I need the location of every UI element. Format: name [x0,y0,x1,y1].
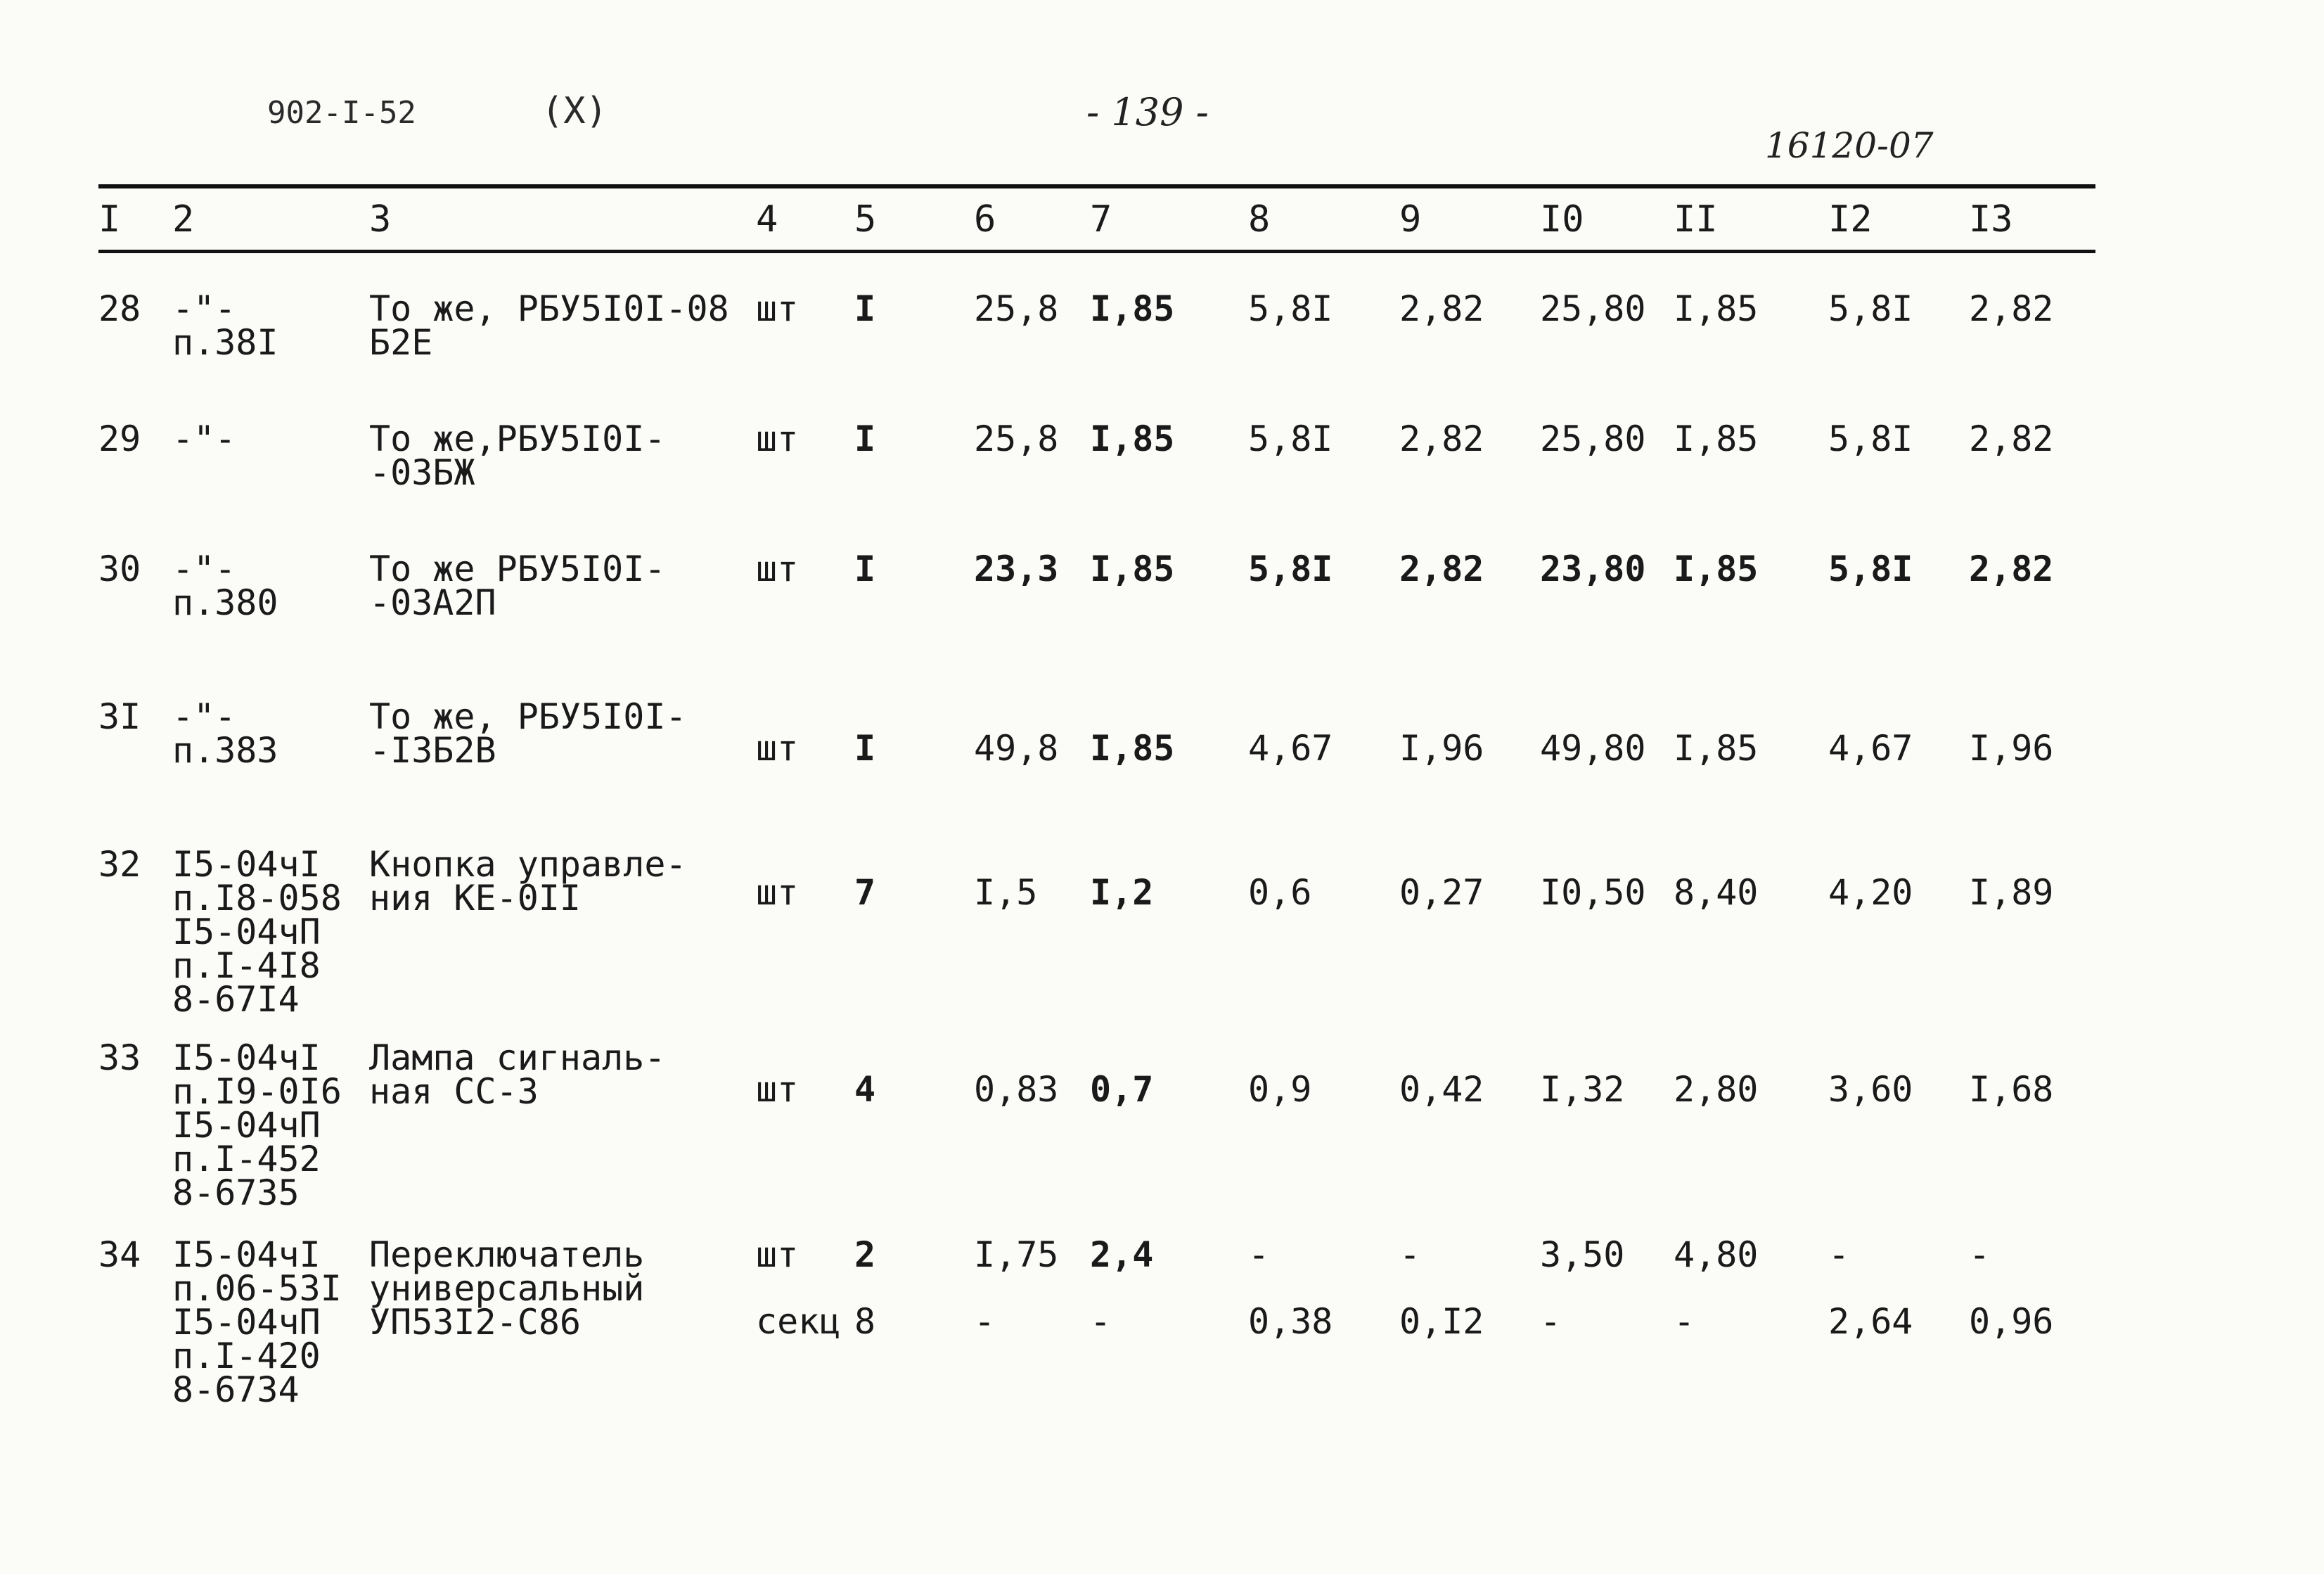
item-name [369,288,729,363]
reference-code-line: п.383 [172,730,278,771]
column-number: 9 [1399,198,1422,241]
value-col-6: 25,8 [974,288,1059,329]
value-col-10: I,32 [1540,1069,1625,1110]
column-number: 5 [854,198,877,241]
reference-code-line: I5-04чI [172,1234,321,1275]
value-col-7: - [1090,1301,1112,1342]
unit: шт [756,728,799,769]
reference-code [172,288,278,363]
value-col-12: 5,8I [1828,418,1913,459]
value-col-6: 0,83 [974,1069,1059,1110]
item-name-line: -03БЖ [369,452,475,493]
item-name-line: -I3Б2В [369,730,496,771]
quantity: 7 [854,872,876,913]
row-number: 32 [98,844,141,885]
value-col-11: I,85 [1674,549,1759,589]
value-col-7: I,2 [1090,872,1154,913]
value-col-10: 25,80 [1540,288,1646,329]
item-name-line: Кнопка управле- [369,844,687,885]
value-col-8: 5,8I [1248,288,1333,329]
value-col-7: I,85 [1090,549,1175,589]
reference-code-line: I5-04чП [172,911,321,952]
value-col-12: 5,8I [1828,288,1913,329]
value-col-11: 8,40 [1674,872,1759,913]
value-col-13: 2,82 [1969,288,2054,329]
value-col-12: 4,67 [1828,728,1913,769]
unit: шт [756,549,799,589]
reference-code [172,549,278,623]
reference-code [172,418,236,459]
value-col-9: - [1399,1234,1421,1275]
value-col-8: 5,8I [1248,549,1333,589]
value-col-7: I,85 [1090,418,1175,459]
value-col-6: I,75 [974,1234,1059,1275]
value-col-8: 0,38 [1248,1301,1333,1342]
column-number: I [98,198,121,241]
reference-code-line: п.I-4I8 [172,945,321,986]
value-col-11: 4,80 [1674,1234,1759,1275]
value-col-13: I,68 [1969,1069,2054,1110]
column-number: 3 [369,198,392,241]
value-col-8: - [1248,1234,1270,1275]
item-name [369,549,666,623]
column-number: 7 [1090,198,1112,241]
value-col-6: 23,3 [974,549,1059,589]
value-col-7: I,85 [1090,728,1175,769]
reference-code [172,1037,342,1213]
column-number: I3 [1969,198,2013,241]
reference-code-line: -"- [172,696,236,737]
value-col-11: I,85 [1674,288,1759,329]
value-col-8: 0,9 [1248,1069,1312,1110]
item-name-line: УП53I2-С86 [369,1302,582,1343]
quantity: 8 [854,1301,876,1342]
value-col-7: 0,7 [1090,1069,1154,1110]
reference-code-line: I5-04чI [172,844,321,885]
value-col-11: - [1674,1301,1695,1342]
column-number: 4 [756,198,778,241]
quantity: I [854,728,876,769]
item-name [369,844,687,919]
reference-code-line: п.380 [172,582,278,623]
value-col-12: - [1828,1234,1850,1275]
value-col-13: 2,82 [1969,418,2054,459]
value-col-8: 0,6 [1248,872,1312,913]
item-name-line: Б2Е [369,322,433,363]
value-col-6: 49,8 [974,728,1059,769]
reference-code [172,696,278,771]
value-col-9: 0,I2 [1399,1301,1484,1342]
value-col-12: 4,20 [1828,872,1913,913]
reference-code-line: I5-04чП [172,1302,321,1343]
item-name [369,418,666,493]
unit: шт [756,872,799,913]
reference-code [172,1234,342,1410]
unit: секц [756,1301,841,1342]
value-col-9: I,96 [1399,728,1484,769]
value-col-12: 3,60 [1828,1069,1913,1110]
reference-code-line: I5-04чП [172,1105,321,1146]
reference-code-line: I5-04чI [172,1037,321,1078]
reference-code-line: 8-6735 [172,1172,300,1213]
reference-code-line: п.06-53I [172,1268,342,1309]
quantity: I [854,549,876,589]
row-number: 33 [98,1037,141,1078]
reference-code-line: 8-6734 [172,1369,300,1410]
item-name-line: ная СС-3 [369,1071,539,1112]
quantity: 2 [854,1234,876,1275]
item-name [369,696,687,771]
value-col-10: 23,80 [1540,549,1646,589]
value-col-12: 2,64 [1828,1301,1913,1342]
column-number: 8 [1248,198,1271,241]
column-number: 6 [974,198,996,241]
item-name-line: Переключатель [369,1234,645,1275]
row-number: 28 [98,288,141,329]
item-name-line: универсальный [369,1268,645,1309]
column-number: I2 [1828,198,1873,241]
value-col-10: 25,80 [1540,418,1646,459]
value-col-11: I,85 [1674,418,1759,459]
roman-numeral-mark: (X) [541,90,608,132]
value-col-10: 49,80 [1540,728,1646,769]
column-number: 2 [172,198,195,241]
unit: шт [756,418,799,459]
value-col-13: I,96 [1969,728,2054,769]
value-col-8: 5,8I [1248,418,1333,459]
item-name [369,1234,645,1343]
value-col-9: 0,42 [1399,1069,1484,1110]
quantity: I [854,288,876,329]
column-number: I0 [1540,198,1584,241]
page-number: - 139 - [1086,90,1209,134]
item-name-line: То же,РБУ5I0I- [369,418,666,459]
value-col-10: I0,50 [1540,872,1646,913]
value-col-9: 0,27 [1399,872,1484,913]
header-bottom-rule [98,250,2095,253]
row-number: 3I [98,696,141,737]
value-col-13: I,89 [1969,872,2054,913]
item-name-line: То же, РБУ5I0I-08 [369,288,729,329]
value-col-9: 2,82 [1399,288,1484,329]
row-number: 34 [98,1234,141,1275]
value-col-6: 25,8 [974,418,1059,459]
reference-code [172,844,342,1020]
value-col-13: - [1969,1234,1991,1275]
unit: шт [756,288,799,329]
quantity: I [854,418,876,459]
row-number: 29 [98,418,141,459]
reference-code-line: 8-67I4 [172,979,300,1020]
reference-code-line: п.I9-0I6 [172,1071,342,1112]
reference-code-line: п.I8-058 [172,878,342,919]
value-col-13: 0,96 [1969,1301,2054,1342]
value-col-10: 3,50 [1540,1234,1625,1275]
unit: шт [756,1234,799,1275]
unit: шт [756,1069,799,1110]
value-col-6: - [974,1301,996,1342]
reference-code-line: п.I-452 [172,1139,321,1179]
reference-code-line: -"- [172,549,236,589]
value-col-11: 2,80 [1674,1069,1759,1110]
value-col-12: 5,8I [1828,549,1913,589]
reference-code-line: -"- [172,288,236,329]
value-col-9: 2,82 [1399,418,1484,459]
item-name-line: -03А2П [369,582,496,623]
value-col-9: 2,82 [1399,549,1484,589]
item-name-line: ния КЕ-0II [369,878,582,919]
value-col-8: 4,67 [1248,728,1333,769]
value-col-7: I,85 [1090,288,1175,329]
item-name [369,1037,666,1112]
column-number: II [1674,198,1718,241]
value-col-13: 2,82 [1969,549,2054,589]
item-name-line: То же, РБУ5I0I- [369,696,687,737]
item-name-line: Лампа сигналь- [369,1037,666,1078]
reference-code-line: п.38I [172,322,278,363]
reference-code-line: п.I-420 [172,1336,321,1376]
value-col-11: I,85 [1674,728,1759,769]
value-col-6: I,5 [974,872,1038,913]
row-number: 30 [98,549,141,589]
value-col-7: 2,4 [1090,1234,1154,1275]
value-col-10: - [1540,1301,1562,1342]
table-top-rule [98,184,2095,188]
item-name-line: То же РБУ5I0I- [369,549,666,589]
document-code: 902-I-52 [267,95,416,131]
sheet-code: 16120-07 [1765,125,1934,166]
reference-code-line: -"- [172,418,236,459]
quantity: 4 [854,1069,876,1110]
